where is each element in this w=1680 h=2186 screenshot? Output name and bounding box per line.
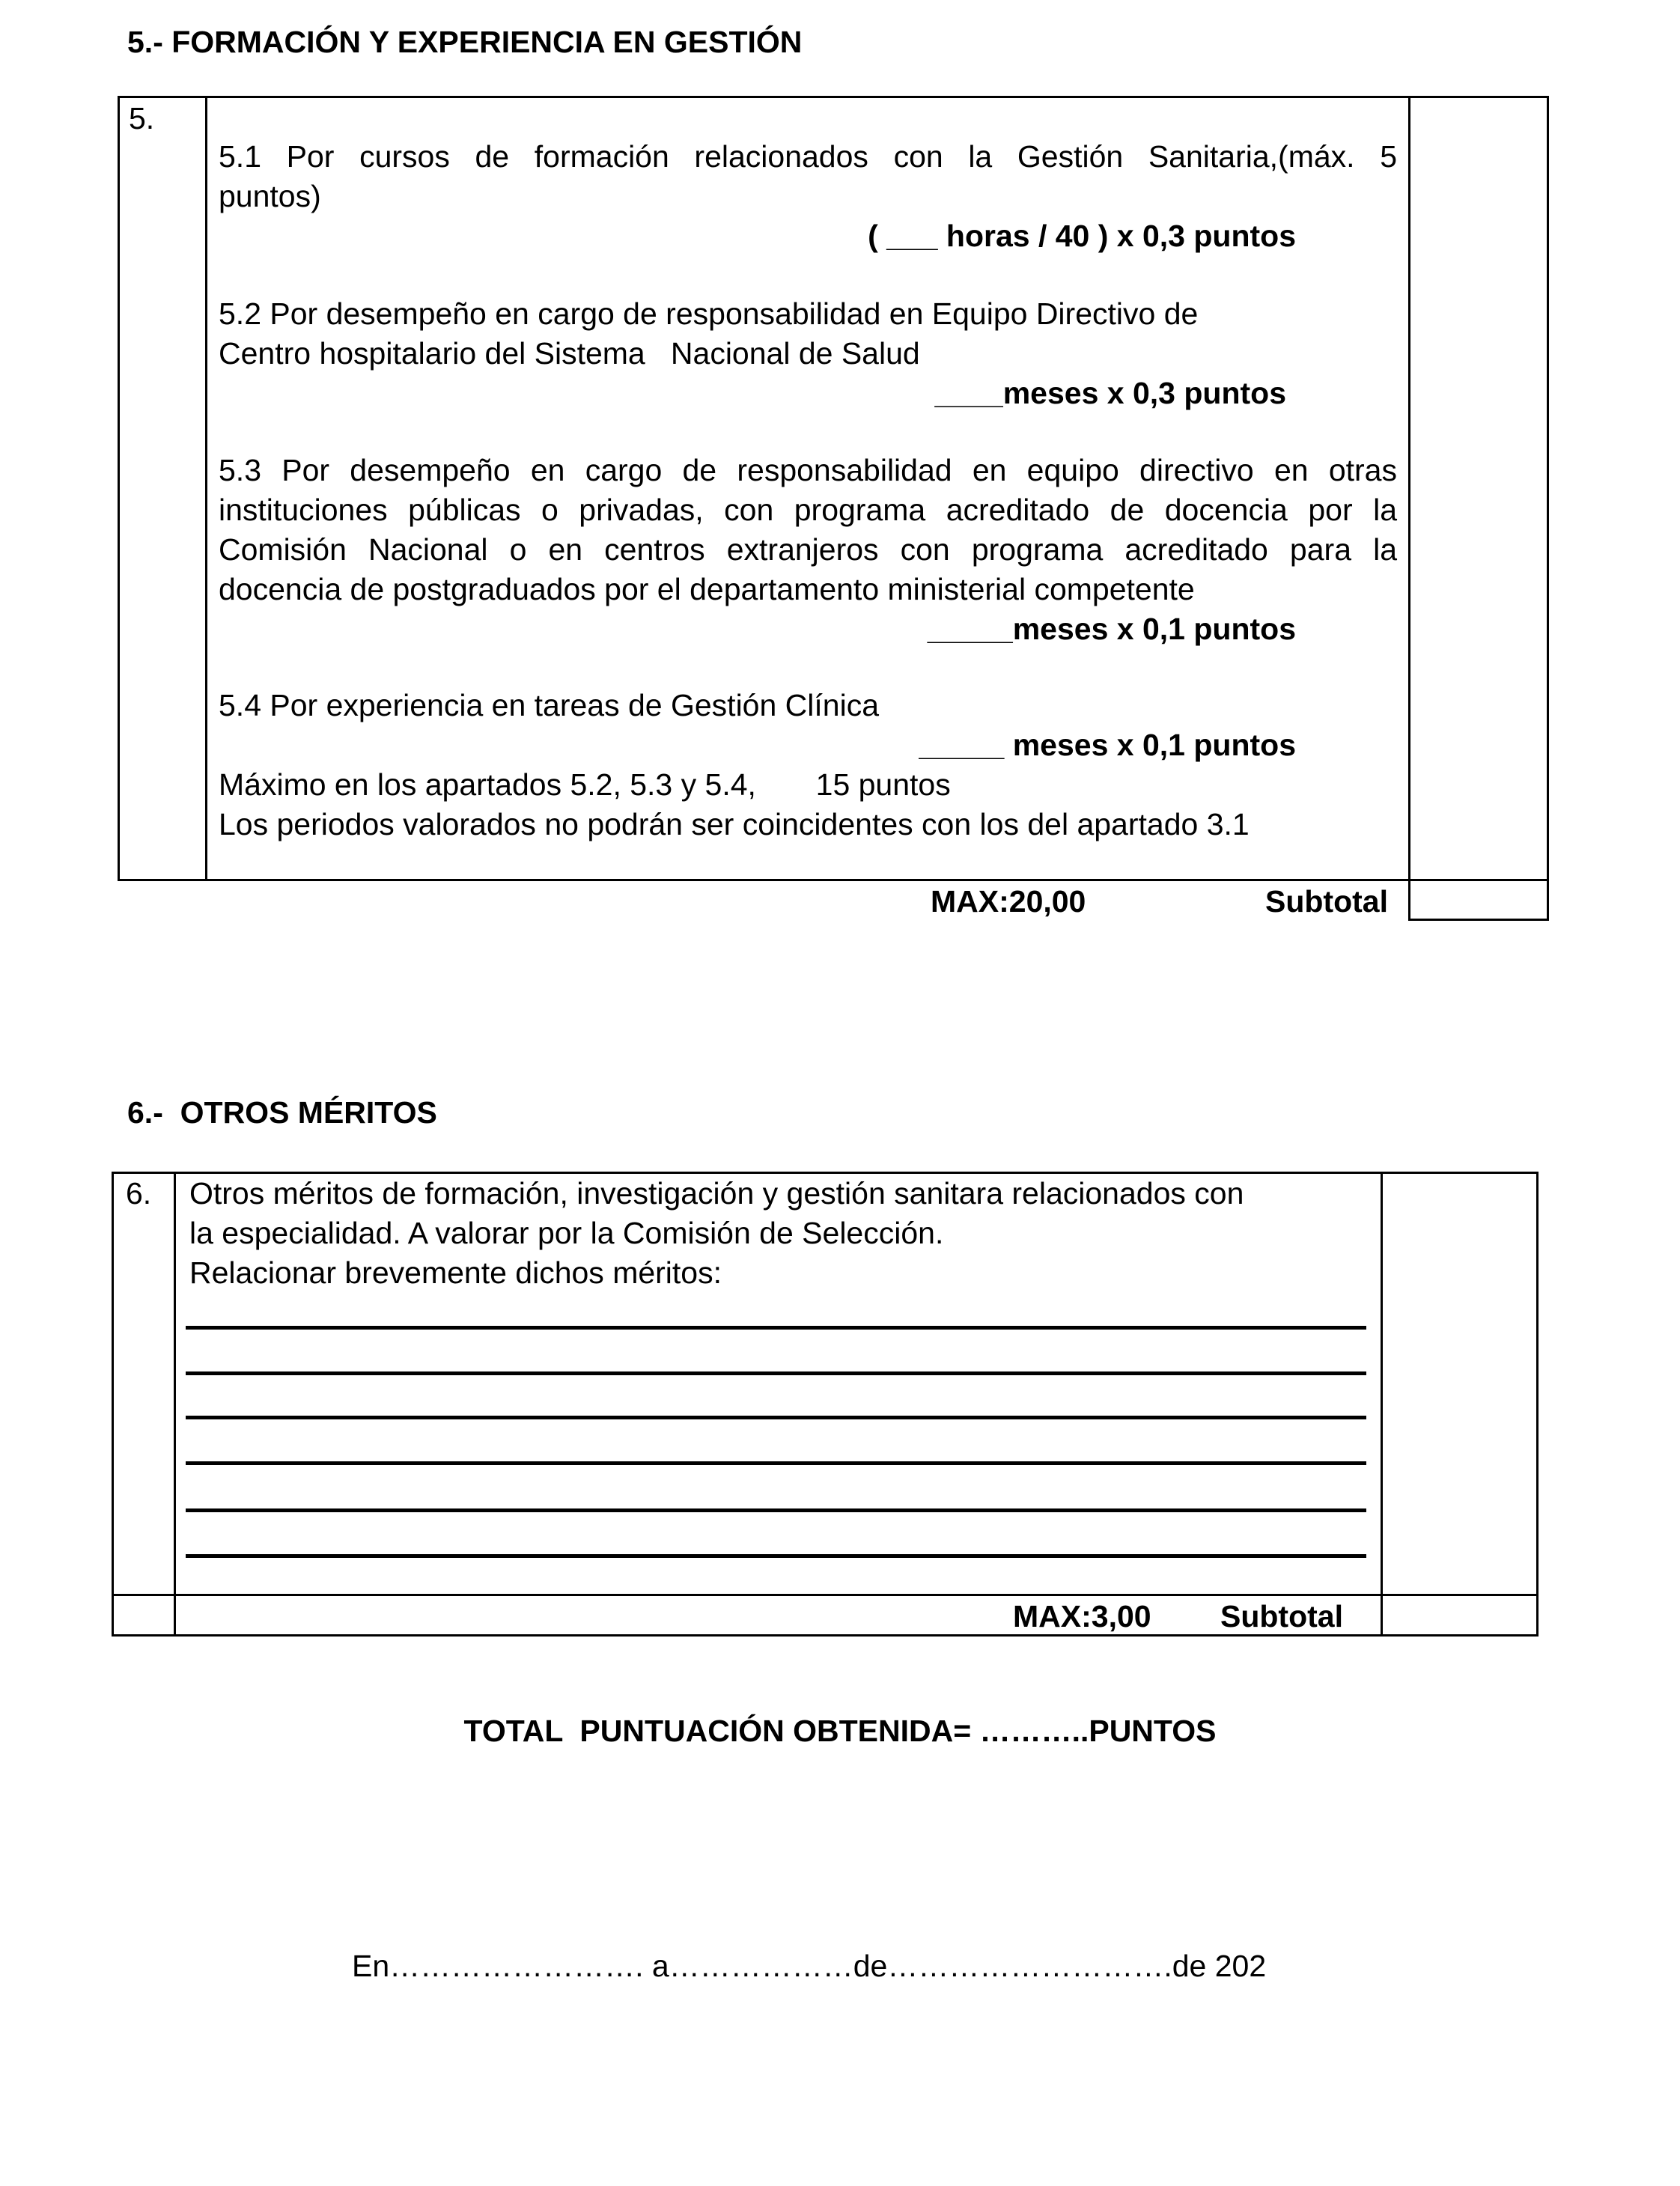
item-5-4-text: 5.4 Por experiencia en tareas de Gestión Clínica: [219, 688, 880, 722]
merits-entry-line[interactable]: [186, 1371, 1366, 1375]
section6-subtotal-field[interactable]: [1383, 1596, 1536, 1634]
item-5-3-text: instituciones públicas o privadas, con programa acreditado de docencia por la: [219, 493, 1397, 527]
divider: [1408, 919, 1549, 921]
divider: [205, 96, 207, 881]
divider: [1547, 879, 1549, 921]
merits-entry-line[interactable]: [186, 1554, 1366, 1558]
total-score: TOTAL PUNTUACIÓN OBTENIDA= ………..PUNTOS: [463, 1714, 1217, 1748]
item-5-2-text: 5.2 Por desempeño en cargo de responsabilidad en Equipo Directivo de: [219, 296, 1199, 331]
section6-heading: 6.- OTROS MÉRITOS: [127, 1095, 437, 1130]
item-5-3: [219, 451, 1397, 649]
divider: [112, 1594, 1539, 1596]
item-5-1-text: 5.1 Por cursos de formación relacionados con la Gestión Sanitaria,(máx. 5: [219, 139, 1397, 174]
item-5-1-formula: ( ___ horas / 40 ) x 0,3 puntos: [868, 219, 1296, 253]
period-note: Los periodos valorados no podrán ser coincidentes con los del apartado 3.1: [219, 807, 1250, 841]
section5-number: 5.: [129, 101, 155, 136]
section5-subtotal-label: Subtotal: [1265, 884, 1388, 919]
section6-number: 6.: [126, 1176, 152, 1211]
item-5-4-formula: _____ meses x 0,1 puntos: [919, 728, 1296, 762]
divider: [174, 1172, 176, 1637]
max-note: Máximo en los apartados 5.2, 5.3 y 5.4, 15 puntos: [219, 767, 951, 802]
item-5-3-text: 5.3 Por desempeño en cargo de responsabilidad en equipo directivo en otras: [219, 453, 1397, 487]
section6-text: Otros méritos de formación, investigación y gestión sanitara relacionados con: [189, 1176, 1244, 1211]
section5-max: MAX:20,00: [931, 884, 1086, 919]
section5-heading: 5.- FORMACIÓN Y EXPERIENCIA EN GESTIÓN: [127, 25, 803, 59]
section6-text: Relacionar brevemente dichos méritos:: [189, 1255, 722, 1290]
section6-max: MAX:3,00: [1013, 1599, 1151, 1634]
date-place-line: En……………………. a………………de……………………….de 202: [352, 1949, 1267, 1983]
item-5-4: [219, 686, 1397, 844]
section6-subtotal-label: Subtotal: [1220, 1599, 1343, 1634]
section6-description: [189, 1174, 1372, 1293]
item-5-2-text: Centro hospitalario del Sistema Nacional de Salud: [219, 336, 920, 371]
merits-entry-line[interactable]: [186, 1461, 1366, 1465]
merits-entry-line[interactable]: [186, 1326, 1366, 1330]
item-5-3-text: docencia de postgraduados por el departamento ministerial competente: [219, 572, 1195, 606]
item-5-2-formula: ____meses x 0,3 puntos: [934, 376, 1286, 410]
item-5-1-text: puntos): [219, 179, 321, 213]
section6-text: la especialidad. A valorar por la Comisión de Selección.: [189, 1216, 944, 1250]
divider: [1381, 1172, 1383, 1637]
item-5-1: [219, 137, 1397, 256]
section5-score-field[interactable]: [1410, 98, 1547, 879]
merits-entry-line[interactable]: [186, 1416, 1366, 1419]
item-5-3-text: Comisión Nacional o en centros extranjeros con programa acreditado para la: [219, 532, 1397, 567]
section5-subtotal-field[interactable]: [1410, 881, 1547, 919]
merits-entry-line[interactable]: [186, 1508, 1366, 1512]
item-5-2: [219, 294, 1397, 413]
item-5-3-formula: _____meses x 0,1 puntos: [927, 612, 1296, 646]
